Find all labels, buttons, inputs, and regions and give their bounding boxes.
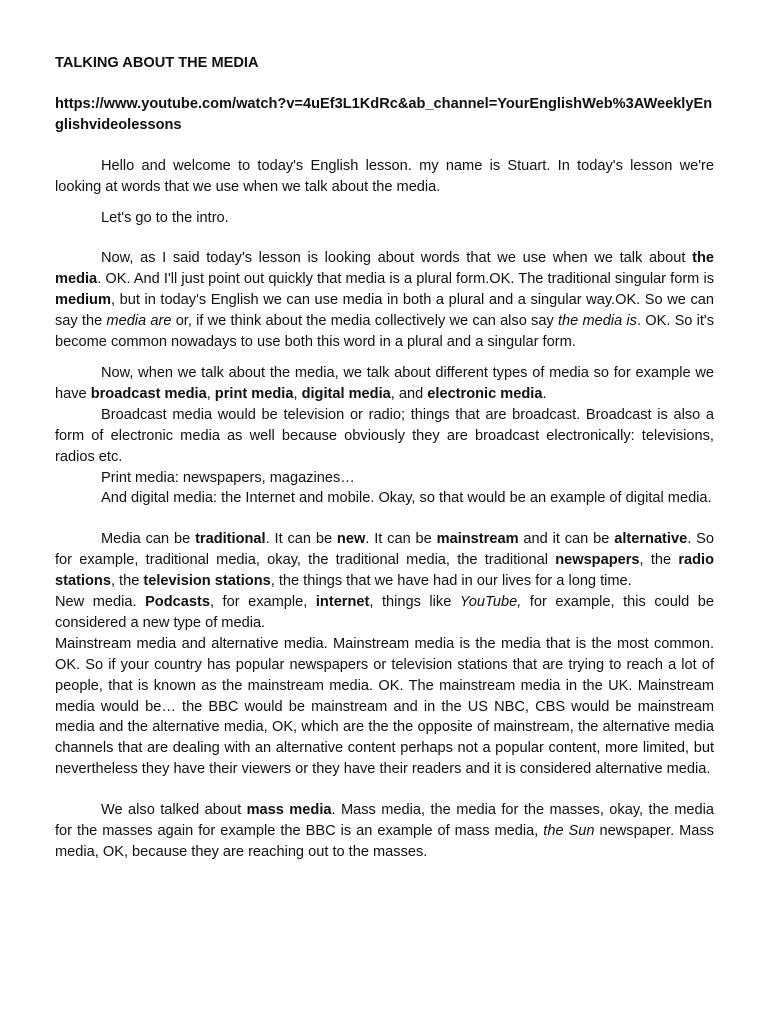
text-run: We also talked about [101,802,247,819]
text-run: . [542,385,547,402]
text-run: , the [639,552,679,569]
text-run: and it can be [518,531,615,548]
text-run: . OK. And I'll just point out quickly that media is a plural form.OK. The traditional singular form is [97,271,714,288]
paragraph-broadcast: Broadcast media would be television or radio; things that are broadcast. Broadcast is also a form of electronic media as well because obviously they are broadcast electronically: televisions, radios etc. [55,406,714,465]
text-run: . OK. So it's become common nowadays to use both this word in a plural and a singular form. [55,313,715,351]
paragraph-lets-go: Let's go to the intro. [101,209,229,226]
bold-term: new [336,531,366,548]
video-url[interactable]: https://www.youtube.com/watch?v=4uEf3L1KdRc&ab_channel=YourEnglishWeb%3AWeeklyEnglishvideolessons [55,95,713,133]
italic-phrase: the Sun [543,823,595,840]
bold-term: print media [214,385,294,402]
text-run: , the things that we have had in our lives for a long time. [270,573,632,590]
bold-term: alternative [614,531,688,548]
text-run: , [293,385,302,402]
paragraph-digital: And digital media: the Internet and mobile. Okay, so that would be an example of digital media. [101,490,712,507]
bold-term: radio stations [55,552,715,590]
paragraph-print: Print media: newspapers, magazines… [101,469,355,486]
paragraph-intro: Hello and welcome to today's English lesson. my name is Stuart. In today's lesson we're looking at words that we use when we talk about the media. [55,157,714,195]
text-run: . It can be [365,531,437,548]
text-run: , but in today's English we can use media in both a plural and a singular way.OK. So we can say the [55,292,714,330]
paragraph-new-media [55,592,714,634]
text-run: or, if we think about the media collectively we can also say [171,313,558,330]
paragraph-traditional [55,529,714,592]
bold-term: television stations [143,573,271,590]
text-run: for example, this could be considered a new type of media. [55,594,715,631]
paragraph-media-types [55,363,714,405]
paragraph-plural-form [55,248,714,353]
text-run: , the [110,573,144,590]
text-run: . Mass media, the media for the masses, okay, the media for the masses again for example the BBC is an example of mass media, [55,802,714,840]
bold-term: internet [315,594,370,611]
italic-phrase: YouTube, [459,594,522,611]
bold-term: mainstream [436,531,519,548]
text-run: Now, when we talk about the media, we talk about different types of media so for example we have [55,364,714,402]
text-run: . So for example, traditional media, okay, the traditional media, the traditional [55,531,714,569]
text-run: Now, as I said today's lesson is looking about words that we use when we talk about [101,250,693,267]
bold-term: the media [55,250,714,288]
paragraph-mass-media [55,800,714,863]
italic-phrase: media are [106,313,172,330]
italic-phrase: the media is [557,313,637,330]
text-run: . It can be [265,531,337,548]
bold-term: traditional [195,531,266,548]
bold-term: mass media [246,802,332,819]
text-run: , things like [369,594,460,611]
document-title: TALKING ABOUT THE MEDIA [55,55,259,71]
bold-term: digital media [301,385,391,402]
bold-term: newspapers [555,552,640,569]
text-run: New media. [55,594,146,611]
bold-term: Podcasts [145,594,210,611]
text-run: , for example, [209,594,316,611]
text-run: Media can be [101,531,196,548]
bold-term: medium [55,292,111,309]
text-run: , and [390,385,428,402]
bold-term: electronic media [427,385,543,402]
bold-term: broadcast media [90,385,207,402]
paragraph-mainstream: Mainstream media and alternative media. Mainstream media is the media that is the most common. OK. So if your country has popular newspapers or television stations that are trying to reach a lot of people, that is known as the mainstream media. OK. The mainstream media in the UK. Mainstream media would be… the BBC would be mainstream and in the US NBC, CBS would be mainstream media and the alternative media, OK, which are the the opposite of mainstream, the alternative media channels that are dealing with an alternative content perhaps not a popular content, more limited, but nevertheless they have their viewers or they have their readers and it is considered alternative media. [55,635,714,778]
text-run: newspaper. Mass media, OK, because they are reaching out to the masses. [55,823,714,860]
text-run: , [206,385,215,402]
